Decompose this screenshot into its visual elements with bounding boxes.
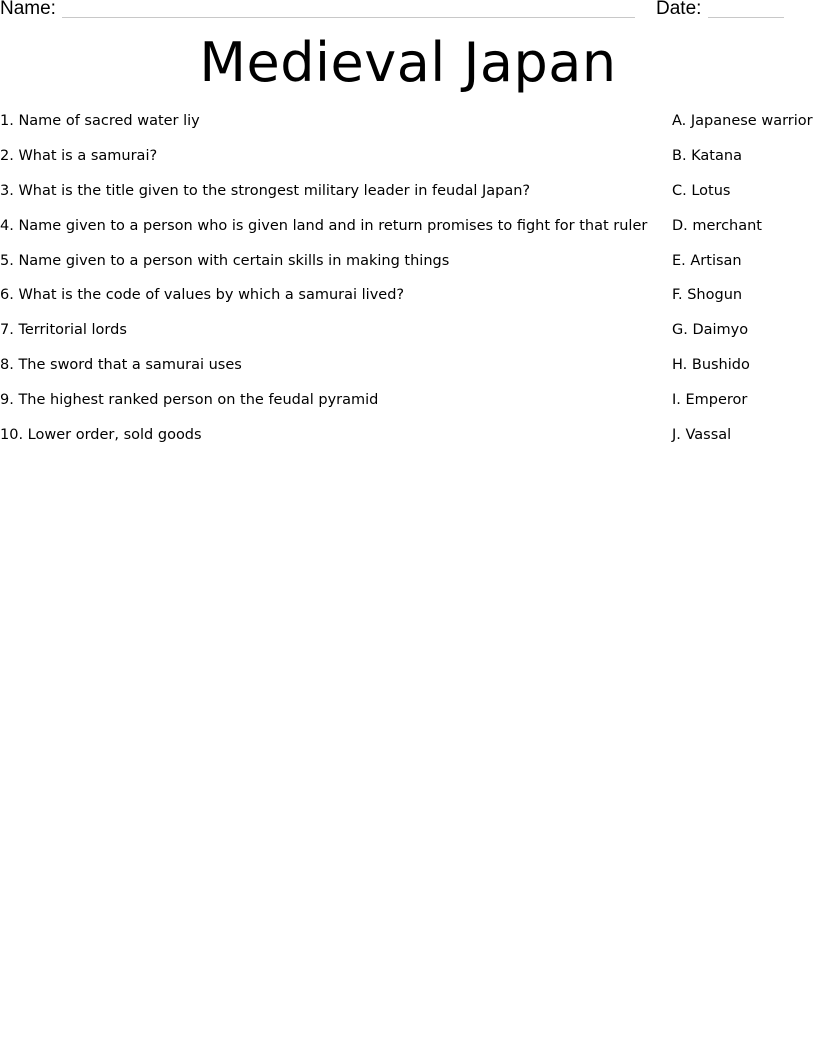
question-item: 6. What is the code of values by which a samurai lived? — [0, 287, 405, 304]
answer-item: C. Lotus — [672, 182, 731, 199]
worksheet-header — [0, 0, 816, 24]
question-item: 10. Lower order, sold goods — [0, 427, 202, 444]
question-item: 1. Name of sacred water liy — [0, 113, 200, 129]
date-label: Date: — [656, 0, 702, 19]
answer-item: G. Daimyo — [672, 322, 749, 339]
date-blank-line — [708, 17, 784, 18]
name-label: Name: — [0, 0, 56, 19]
question-item: 7. Territorial lords — [0, 322, 127, 339]
answer-item: E. Artisan — [672, 252, 742, 269]
question-item: 9. The highest ranked person on the feudal pyramid — [0, 392, 379, 409]
question-list — [0, 111, 650, 460]
answer-item: I. Emperor — [672, 392, 748, 409]
question-item: 8. The sword that a samurai uses — [0, 357, 242, 374]
question-item: 3. What is the title given to the strongest military leader in feudal Japan? — [0, 182, 531, 199]
answer-list — [672, 111, 816, 460]
question-item: 2. What is a samurai? — [0, 147, 158, 164]
answer-item: D. merchant — [672, 217, 762, 234]
answer-item: J. Vassal — [672, 427, 732, 444]
page-title: Medieval Japan — [199, 31, 617, 94]
answer-item: A. Japanese warrior — [672, 113, 813, 129]
question-item: 5. Name given to a person with certain skills in making things — [0, 252, 450, 269]
answer-item: H. Bushido — [672, 357, 750, 374]
name-blank-line — [62, 17, 635, 18]
question-item: 4. Name given to a person who is given land and in return promises to fight for that ruler — [0, 217, 648, 234]
answer-item: F. Shogun — [672, 287, 743, 304]
answer-item: B. Katana — [672, 147, 742, 164]
